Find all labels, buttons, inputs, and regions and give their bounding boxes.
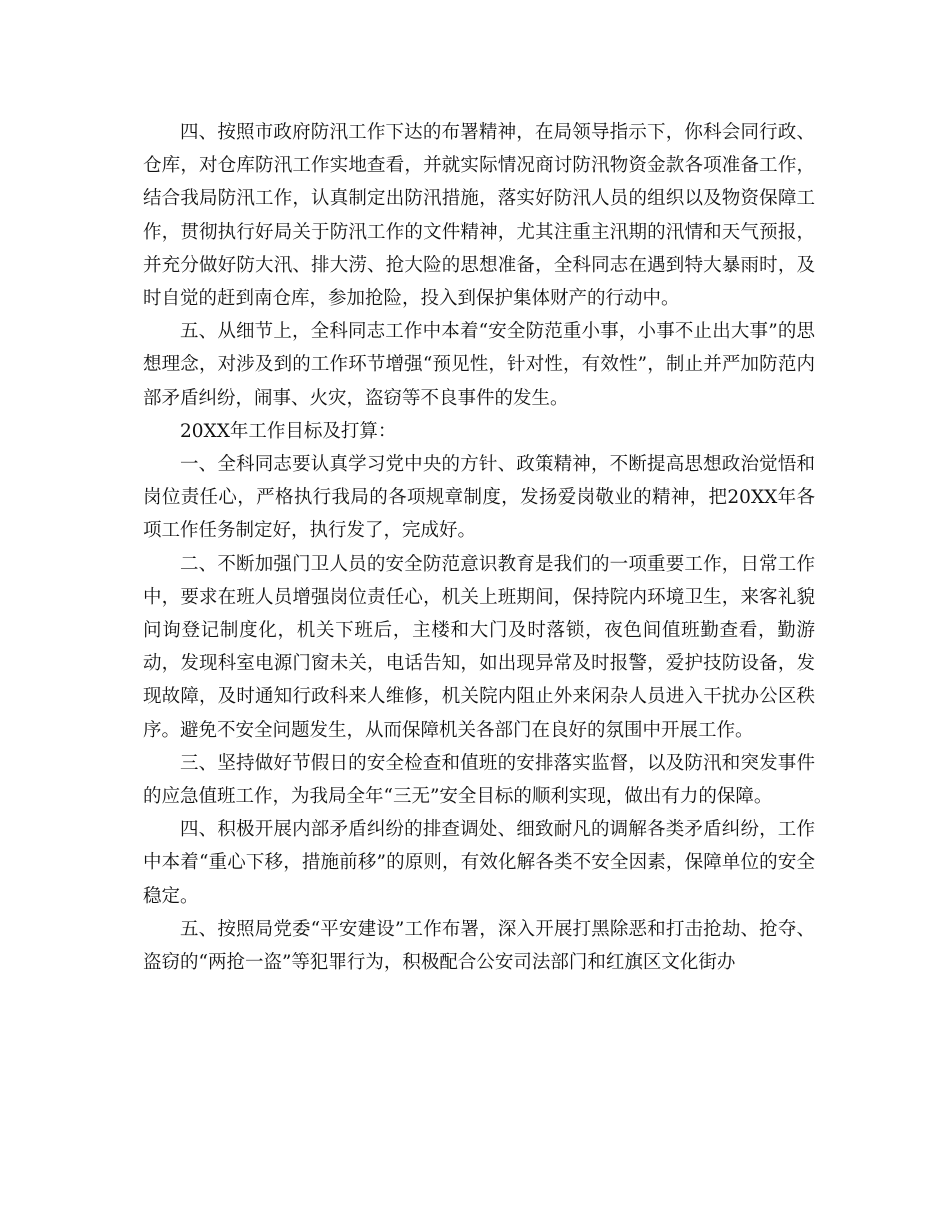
paragraph-goal-holiday-duty: 三、坚持做好节假日的安全检查和值班的安排落实监督，以及防汛和突发事件的应急值班工作，为我局全年“三无”安全目标的顺利实现，做出有力的保障。 (143, 752, 815, 808)
paragraph-goal-guard-education: 二、不断加强门卫人员的安全防范意识教育是我们的一项重要工作，日常工作中，要求在班人员增强岗位责任心，机关上班期间，保持院内环境卫生，来客礼貌问询登记制度化，机关下班后，主楼和大门及时落锁，夜色间值班勤查看，勤游动，发现科室电源门窗未关，电话告知，如出现异常及时报警，爱护技防设备，发现故障，及时通知行政科来人维修，机关院内阻止外来闲杂人员进入干扰办公区秩序。避免不安全问题发生，从而保障机关各部门在良好的氛围中开展工作。 (143, 553, 815, 741)
paragraph-flood-prevention: 四、按照市政府防汛工作下达的布署精神，在局领导指示下，你科会同行政、仓库，对仓库防汛工作实地查看，并就实际情况商讨防汛物资金款各项准备工作，结合我局防汛工作，认真制定出防汛措施，落实好防汛人员的组织以及物资保障工作，贯彻执行好局关于防汛工作的文件精神，尤其注重主汛期的汛情和天气预报，并充分做好防大汛、排大涝、抢大险的思想准备，全科同志在遇到特大暴雨时，及时自觉的赶到南仓库，参加抢险，投入到保护集体财产的行动中。 (143, 122, 815, 310)
paragraph-goal-dispute-mediation: 四、积极开展内部矛盾纠纷的排查调处、细致耐凡的调解各类矛盾纠纷，工作中本着“重心下移，措施前移”的原则，有效化解各类不安全因素，保障单位的安全稳定。 (143, 819, 815, 907)
section-heading-goals: 20XX年工作目标及打算： (180, 420, 397, 442)
document-body (143, 116, 815, 979)
paragraph-goal-safe-construction: 五、按照局党委“平安建设”工作布署，深入开展打黑除恶和打击抢劫、抢夺、盗窃的“两抢一盗”等犯罪行为，积极配合公安司法部门和红旗区文化街办 (143, 918, 815, 974)
paragraph-detail-safety: 五、从细节上，全科同志工作中本着“安全防范重小事，小事不止出大事”的思想理念，对涉及到的工作环节增强“预见性，针对性，有效性”，制止并严加防范内部矛盾纠纷，闹事、火灾，盗窃等不良事件的发生。 (143, 321, 815, 409)
paragraph-goal-study: 一、全科同志要认真学习党中央的方针、政策精神，不断提高思想政治觉悟和岗位责任心，严格执行我局的各项规章制度，发扬爱岗敬业的精神，把20XX年各项工作任务制定好，执行发了，完成好。 (143, 454, 815, 542)
